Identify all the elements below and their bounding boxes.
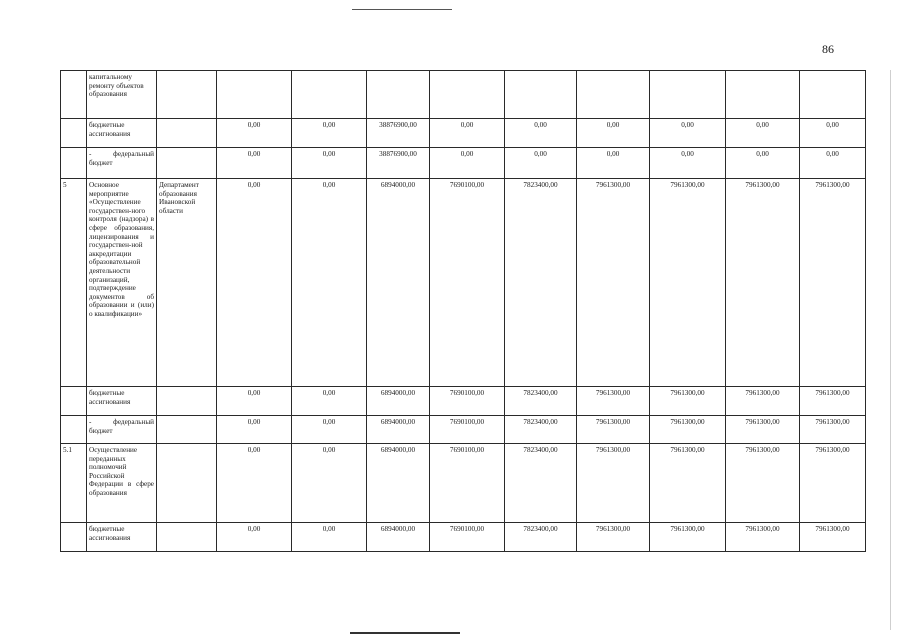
- row-executor-cell: [157, 523, 217, 552]
- row-index-cell: [61, 148, 87, 179]
- value-cell: 7961300,00: [577, 444, 650, 523]
- table-row: [61, 444, 866, 523]
- value-cell: 6894000,00: [367, 387, 430, 416]
- value-cell: 7961300,00: [650, 523, 726, 552]
- value-cell: 7823400,00: [505, 444, 577, 523]
- row-executor-cell: [157, 71, 217, 119]
- value-cell: 7961300,00: [800, 523, 866, 552]
- value-cell: 0,00: [217, 119, 292, 148]
- row-name-cell: бюджетные ассигнования: [87, 387, 157, 416]
- value-cell: 0,00: [726, 119, 800, 148]
- value-cell: 0,00: [292, 523, 367, 552]
- scan-edge-line: [890, 70, 891, 630]
- value-cell: 38876900,00: [367, 119, 430, 148]
- value-cell: 7961300,00: [650, 444, 726, 523]
- value-cell: 7690100,00: [430, 416, 505, 444]
- value-cell: [292, 71, 367, 119]
- row-index-cell: [61, 523, 87, 552]
- table-row: [61, 119, 866, 148]
- value-cell: 7961300,00: [800, 444, 866, 523]
- value-cell: 7961300,00: [650, 387, 726, 416]
- value-cell: 0,00: [577, 148, 650, 179]
- value-cell: 6894000,00: [367, 416, 430, 444]
- value-cell: 0,00: [217, 148, 292, 179]
- row-executor-cell: [157, 387, 217, 416]
- budget-table: [60, 70, 866, 552]
- value-cell: 0,00: [650, 119, 726, 148]
- value-cell: 0,00: [292, 444, 367, 523]
- value-cell: 0,00: [577, 119, 650, 148]
- value-cell: 0,00: [292, 119, 367, 148]
- row-name-cell: Осуществление переданных полномочий Российской Федерации в сфере образования: [87, 444, 157, 523]
- value-cell: 0,00: [217, 523, 292, 552]
- value-cell: 0,00: [430, 148, 505, 179]
- row-executor-cell: [157, 444, 217, 523]
- value-cell: [430, 71, 505, 119]
- value-cell: [577, 71, 650, 119]
- value-cell: 6894000,00: [367, 523, 430, 552]
- row-name-cell: бюджетные ассигнования: [87, 523, 157, 552]
- row-index-cell: [61, 416, 87, 444]
- value-cell: [726, 71, 800, 119]
- value-cell: [367, 71, 430, 119]
- top-scan-line: [352, 9, 452, 10]
- table-row: [61, 179, 866, 387]
- value-cell: 38876900,00: [367, 148, 430, 179]
- value-cell: 7961300,00: [726, 416, 800, 444]
- value-cell: 7961300,00: [577, 416, 650, 444]
- value-cell: [217, 71, 292, 119]
- value-cell: 7690100,00: [430, 179, 505, 387]
- value-cell: [505, 71, 577, 119]
- value-cell: 0,00: [292, 387, 367, 416]
- value-cell: 0,00: [292, 179, 367, 387]
- row-name-cell: Основное мероприятие «Осуществление государствен-ного контроля (надзора) в сфере образования, лицензирования и государствен-ной аккредитации образовательной деятельности организаций, подтверждение документов об образовании и (или) о квалификации»: [87, 179, 157, 387]
- table-row: [61, 523, 866, 552]
- value-cell: 7961300,00: [650, 416, 726, 444]
- value-cell: 0,00: [217, 387, 292, 416]
- table-body: [61, 71, 866, 552]
- value-cell: 0,00: [650, 148, 726, 179]
- row-executor-cell: [157, 119, 217, 148]
- row-executor-cell: Департамент образования Ивановской области: [157, 179, 217, 387]
- value-cell: 7690100,00: [430, 444, 505, 523]
- value-cell: 7961300,00: [800, 416, 866, 444]
- value-cell: 0,00: [292, 148, 367, 179]
- row-index-cell: 5: [61, 179, 87, 387]
- value-cell: 7690100,00: [430, 387, 505, 416]
- row-index-cell: [61, 387, 87, 416]
- bottom-scan-line: [350, 632, 460, 634]
- value-cell: 7690100,00: [430, 523, 505, 552]
- value-cell: [650, 71, 726, 119]
- row-index-cell: 5.1: [61, 444, 87, 523]
- value-cell: 7823400,00: [505, 387, 577, 416]
- value-cell: 0,00: [217, 416, 292, 444]
- row-executor-cell: [157, 416, 217, 444]
- row-index-cell: [61, 71, 87, 119]
- row-name-cell: капитальному ремонту объектов образования: [87, 71, 157, 119]
- value-cell: 7961300,00: [577, 387, 650, 416]
- row-executor-cell: [157, 148, 217, 179]
- value-cell: 7961300,00: [726, 179, 800, 387]
- value-cell: 7823400,00: [505, 523, 577, 552]
- value-cell: 7961300,00: [577, 523, 650, 552]
- value-cell: 7961300,00: [577, 179, 650, 387]
- value-cell: 7823400,00: [505, 416, 577, 444]
- table-row: [61, 416, 866, 444]
- value-cell: 7823400,00: [505, 179, 577, 387]
- value-cell: 0,00: [505, 119, 577, 148]
- value-cell: 0,00: [505, 148, 577, 179]
- table-row: [61, 148, 866, 179]
- row-index-cell: [61, 119, 87, 148]
- row-name-cell: бюджетные ассигнования: [87, 119, 157, 148]
- value-cell: 6894000,00: [367, 444, 430, 523]
- table-row: [61, 387, 866, 416]
- value-cell: 0,00: [800, 148, 866, 179]
- value-cell: [800, 71, 866, 119]
- value-cell: 6894000,00: [367, 179, 430, 387]
- value-cell: 7961300,00: [726, 387, 800, 416]
- value-cell: 7961300,00: [800, 179, 866, 387]
- value-cell: 0,00: [292, 416, 367, 444]
- value-cell: 0,00: [726, 148, 800, 179]
- value-cell: 0,00: [217, 444, 292, 523]
- value-cell: 7961300,00: [650, 179, 726, 387]
- page-number: 86: [822, 42, 834, 56]
- value-cell: 7961300,00: [800, 387, 866, 416]
- value-cell: 0,00: [430, 119, 505, 148]
- value-cell: 0,00: [217, 179, 292, 387]
- value-cell: 7961300,00: [726, 523, 800, 552]
- value-cell: 7961300,00: [726, 444, 800, 523]
- row-name-cell: - федеральный бюджет: [87, 416, 157, 444]
- table-row: [61, 71, 866, 119]
- row-name-cell: - федеральный бюджет: [87, 148, 157, 179]
- value-cell: 0,00: [800, 119, 866, 148]
